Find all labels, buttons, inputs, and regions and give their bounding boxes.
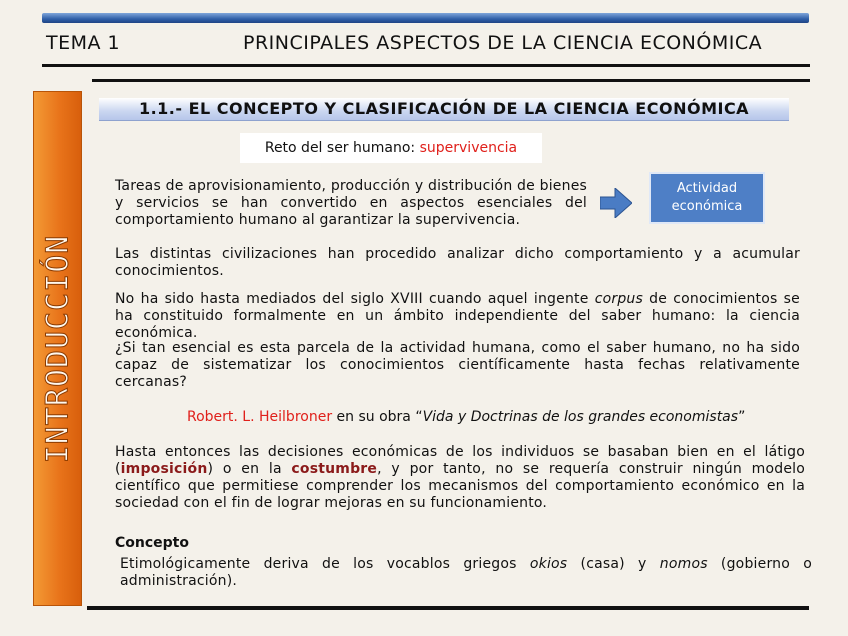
reference-work: Vida y Doctrinas de los grandes economistas bbox=[422, 409, 739, 425]
reference-end: ” bbox=[738, 409, 746, 425]
p3-italic: corpus bbox=[594, 291, 643, 307]
reference-line bbox=[187, 409, 745, 425]
reference-author: Robert. L. Heilbroner bbox=[187, 409, 333, 425]
p3-after: de conocimientos se ha constituido formalmente en un ámbito independiente del saber humano: la ciencia económica. bbox=[115, 291, 800, 341]
concepto-nomos: nomos bbox=[659, 556, 708, 572]
reto-label: Reto del ser humano: bbox=[264, 140, 420, 156]
p3-before: No ha sido hasta mediados del siglo XVIII cuando aquel ingente bbox=[115, 291, 595, 307]
reference-middle: en su obra “ bbox=[332, 409, 423, 425]
reto-highlight: supervivencia bbox=[419, 140, 518, 156]
concepto-okios: okios bbox=[529, 556, 568, 572]
activity-line-2: económica bbox=[671, 199, 743, 214]
actividad-economica-box bbox=[649, 172, 765, 224]
paragraph-pregunta: ¿Si tan esencial es esta parcela de la actividad humana, como el saber humano, no ha sido capaz de sistematizar los conocimientos científicamente hasta fechas relativamente cercanas? bbox=[115, 340, 800, 390]
paragraph-civilizaciones: Las distintas civilizaciones han procedido analizar dicho comportamiento y a acumular conocimientos. bbox=[115, 246, 800, 279]
sidebar-introduccion bbox=[33, 91, 82, 606]
p5-imposicion: imposición bbox=[120, 461, 208, 477]
concepto-c: (casa) y bbox=[567, 556, 660, 572]
header-divider bbox=[42, 64, 810, 67]
concepto-heading: Concepto bbox=[115, 535, 189, 551]
right-arrow-icon bbox=[600, 188, 632, 218]
p5-a: Hasta entonces las decisiones económicas de los individuos se basaban bien en el látigo ( bbox=[115, 444, 805, 477]
activity-line-1: Actividad bbox=[676, 181, 738, 196]
header-title: PRINCIPALES ASPECTOS DE LA CIENCIA ECONÓMICA bbox=[243, 32, 763, 54]
content-top-divider bbox=[92, 79, 810, 82]
paragraph-hasta-entonces bbox=[115, 444, 805, 512]
p5-e: , y por tanto, no se requería construir ningún modelo científico que permitiese comprender los mecanismos del comportamiento económico en la sociedad con el fin de lograr mejoras en su funcionamiento. bbox=[115, 461, 805, 511]
p5-costumbre: costumbre bbox=[291, 461, 378, 477]
concepto-a: Etimológicamente deriva de los vocablos griegos bbox=[120, 556, 530, 572]
footer-divider bbox=[87, 606, 809, 610]
section-header bbox=[99, 98, 789, 121]
section-title: 1.1.- EL CONCEPTO Y CLASIFICACIÓN DE LA CIENCIA ECONÓMICA bbox=[138, 99, 750, 118]
sidebar-label: INTRODUCCIÓN bbox=[40, 234, 75, 463]
paragraph-tareas: Tareas de aprovisionamiento, producción y distribución de bienes y servicios se han convertido en aspectos esenciales del comportamiento humano al garantizar la supervivencia. bbox=[115, 178, 587, 228]
p5-c: ) o en la bbox=[207, 461, 292, 477]
paragraph-siglo-xviii bbox=[115, 291, 800, 342]
header-tema: TEMA 1 bbox=[46, 32, 121, 54]
header-top-bar bbox=[42, 13, 809, 23]
concepto-text bbox=[120, 556, 812, 590]
reto-box bbox=[240, 133, 542, 163]
concepto-e: (gobierno o administración). bbox=[120, 556, 812, 589]
